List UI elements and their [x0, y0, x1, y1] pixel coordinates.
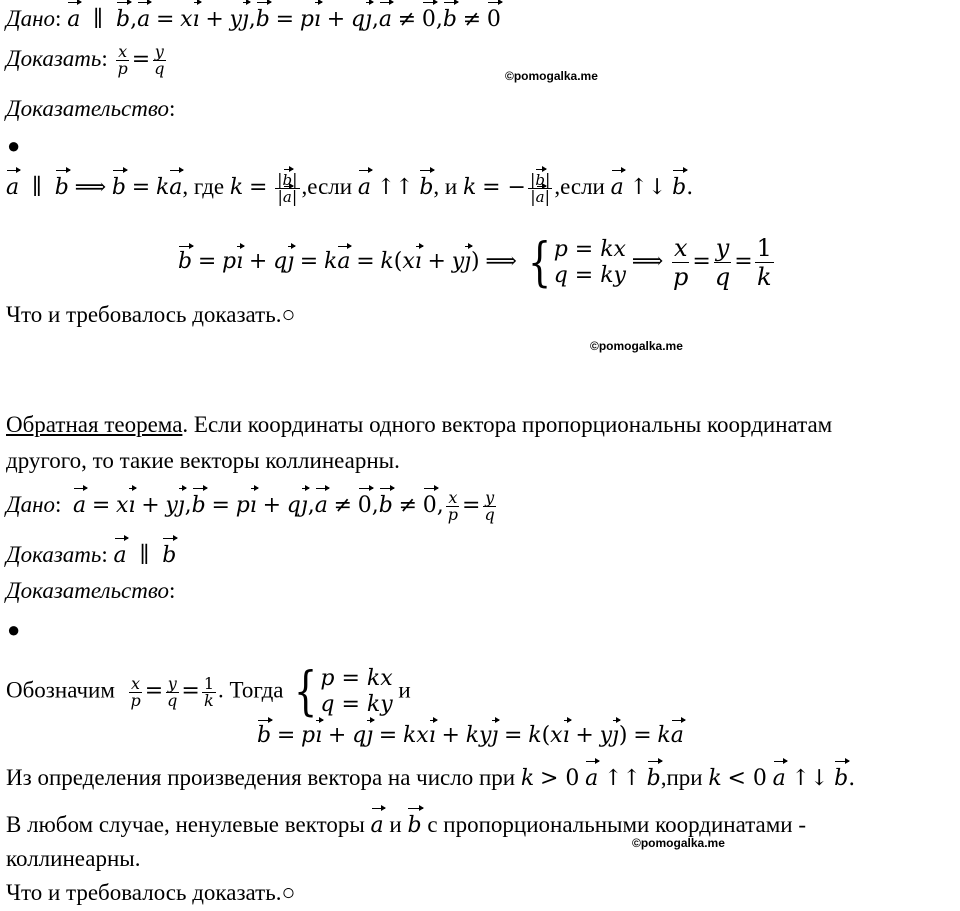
- given-line-1: Дано: a ∥ b,a = xı + yȷ,b = pı + qȷ,a ≠ 0,b ≠ 0: [6, 4, 501, 35]
- qed-1: Что и требовалось доказать.○: [6, 302, 296, 327]
- bullet-1: ●: [7, 133, 21, 158]
- given-label: Дано: [6, 6, 56, 31]
- bullet-2: ●: [7, 617, 21, 642]
- given-line-2: Дано: a = xı + yȷ,b = pı + qȷ,a ≠ 0,b ≠ 0, $\frac{x}{p}$ = $\frac{y}{q}$: [6, 488, 495, 525]
- prove-label: Доказать: [6, 46, 102, 71]
- watermark-2: ©pomogalka.me: [590, 339, 683, 353]
- proof-line-2: Обозначим $\frac{x}{p}$ = $\frac{y}{q}$ = $\frac{1}{k}$ . Тогда { p = kx q = ky и: [6, 662, 411, 722]
- watermark-1: ©pomogalka.me: [505, 69, 598, 83]
- prove-line-2: Доказать: a ∥ b: [6, 540, 176, 571]
- proof-line-5: коллинеарны.: [6, 846, 141, 871]
- reverse-theorem-line-2: другого, то такие векторы коллинеарны.: [6, 448, 400, 473]
- proof-label-1: Доказательство:: [6, 96, 176, 121]
- equation-1: b = pı + qȷ = ka = k(xı + yȷ) ⟹ { p = kx q = ky ⟹ $\frac{x}{p}$ = $\frac{y}{q}$ = $\frac{1}{k}$: [178, 232, 772, 293]
- proof-label-2: Доказательство:: [6, 578, 176, 603]
- equation-2: b = pı + qȷ = kxı + kyȷ = k(xı + yȷ) = ka: [257, 723, 684, 748]
- proof-line-4: В любом случае, ненулевые векторы a и b с пропорциональными координатами -: [6, 810, 806, 841]
- reverse-theorem-title: Обратная теорема: [6, 412, 183, 437]
- qed-2: Что и требовалось доказать.○: [6, 880, 296, 905]
- reverse-theorem-line-1: Обратная теорема. Если координаты одного вектора пропорциональны координатам: [6, 412, 833, 437]
- prove-line-1: Доказать: $\frac{x}{p}$ = $\frac{y}{q}$: [6, 42, 165, 79]
- proof-line-1: a ∥ b ⟹ b = ka, где k = $\frac{|b|}{|a|}$ ,если a ↑↑ b, и k = − $\frac{|b|}{|a|}$ ,если a ↑↓ b.: [6, 170, 694, 207]
- watermark-3: ©pomogalka.me: [632, 836, 725, 850]
- proof-line-3: Из определения произведения вектора на число при k > 0 a ↑↑ b,при k < 0 a ↑↓ b.: [6, 763, 855, 794]
